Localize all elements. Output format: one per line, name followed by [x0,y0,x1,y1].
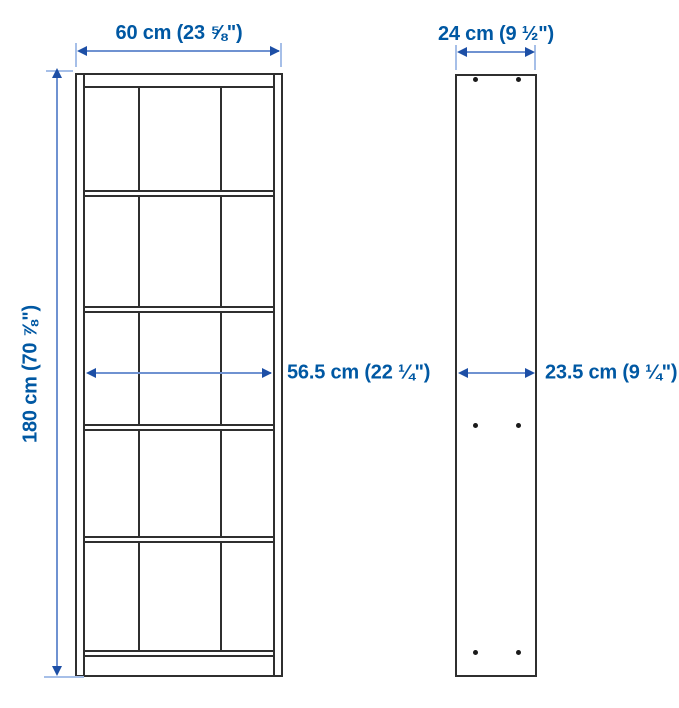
arrowhead-left-icon [86,368,96,378]
arrowhead-right-icon [262,368,272,378]
shelf [85,536,273,543]
interior-depth-dimension-line [460,372,533,374]
back-panel-seam [138,88,140,650]
shelf [85,190,273,197]
mounting-hole [473,423,478,428]
shelf [85,306,273,313]
mounting-hole [516,650,521,655]
mounting-hole [473,77,478,82]
extension-tick [280,43,282,67]
interior-width-dimension-label: 56.5 cm (22 ¼") [287,361,431,384]
mounting-hole [473,650,478,655]
overall-width-dimension-line [79,50,279,52]
overall-height-dimension-label: 180 cm (70 ⅞") [19,305,42,443]
top-panel-inner-edge [85,86,273,88]
interior-depth-dimension-label: 23.5 cm (9 ¼") [545,361,678,384]
mounting-hole [516,77,521,82]
depth-dimension-line [459,51,533,53]
shelf [85,424,273,431]
arrowhead-right-icon [270,46,280,56]
depth-dimension-label: 24 cm (9 ½") [437,23,555,45]
arrowhead-right-icon [525,368,535,378]
arrowhead-right-icon [525,47,535,57]
shelf [85,650,273,657]
extension-tick [44,676,84,678]
overall-height-dimension-line [56,71,58,672]
arrowhead-down-icon [52,666,62,676]
right-side-panel-inner-edge [273,75,275,675]
mounting-hole [516,423,521,428]
arrowhead-up-icon [52,68,62,78]
interior-width-dimension-line [88,372,271,374]
overall-width-dimension-label: 60 cm (23 ⅝") [115,22,243,44]
left-side-panel-inner-edge [83,75,85,675]
arrowhead-left-icon [457,47,467,57]
arrowhead-left-icon [77,46,87,56]
arrowhead-left-icon [458,368,468,378]
back-panel-seam [220,88,222,650]
bookcase-front-view [75,73,283,677]
